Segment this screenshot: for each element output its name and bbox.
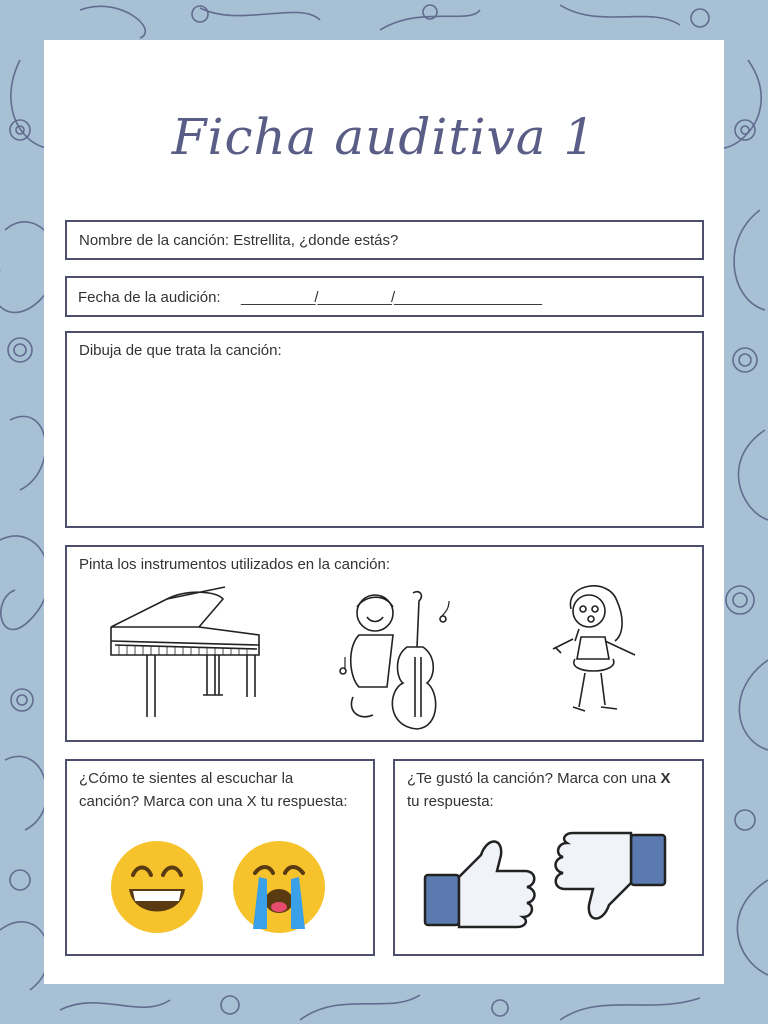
crying-face-icon[interactable] — [231, 839, 327, 935]
date-blank[interactable]: __________/__________/____________________ — [241, 289, 542, 306]
feelings-box — [65, 759, 375, 956]
song-name-box — [65, 220, 704, 260]
liked-box — [393, 759, 704, 956]
liked-question-line1 — [407, 767, 671, 790]
drawing-label: Dibuja de que trata la canción: — [79, 342, 282, 359]
double-bass-player-illustration[interactable] — [337, 587, 457, 737]
instruments-label: Pinta los instrumentos utilizados en la canción: — [79, 556, 391, 573]
date-box — [65, 276, 704, 317]
drawing-box[interactable] — [65, 331, 704, 528]
page-title: Ficha auditiva 1 — [171, 108, 597, 166]
worksheet — [44, 40, 724, 984]
instruments-box — [65, 545, 704, 742]
grinning-face-icon[interactable] — [109, 839, 205, 935]
feelings-question-line1: ¿Cómo te sientes al escuchar la — [79, 770, 294, 787]
girl-singer-illustration[interactable] — [535, 579, 655, 729]
liked-question-line2: tu respuesta: — [407, 793, 494, 810]
thumbs-up-icon[interactable] — [421, 831, 539, 929]
piano-illustration[interactable] — [107, 585, 267, 725]
liked-question-prefix: ¿Te gustó la canción? Marca con una — [407, 770, 661, 787]
thumbs-down-icon[interactable] — [551, 831, 669, 929]
date-label: Fecha de la audición: — [78, 289, 221, 306]
feelings-question-line2: canción? Marca con una X tu respuesta: — [79, 793, 348, 810]
liked-question-bold: X — [660, 770, 671, 787]
song-name-label: Nombre de la canción: Estrellita, ¿donde estás? — [79, 232, 399, 249]
